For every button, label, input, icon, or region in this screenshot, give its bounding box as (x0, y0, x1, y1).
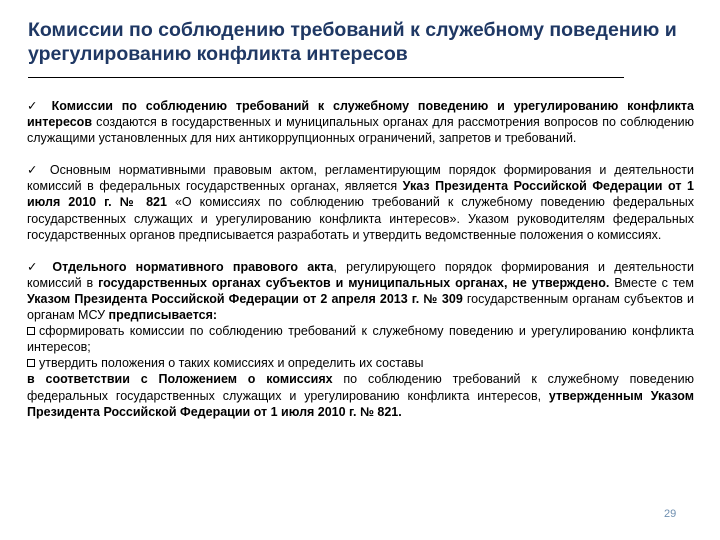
p1-bold-lead: Комиссии по соблюдению требований к служебному поведению и урегулированию конфликта интересов (27, 99, 694, 130)
paragraph-regulation-reference (27, 371, 694, 419)
paragraph-commissions (27, 98, 694, 146)
p3-text-4: по соблюдению требований к служебному поведению федеральных государственных служащих и урегулированию конфликта интересов, (27, 372, 694, 403)
list-item-1-text: сформировать комиссии по соблюдению требований к служебному поведению и урегулированию конфликта интересов; (27, 324, 694, 355)
p2-bold-decree: Указ Президента Российской Федерации от 1 июля 2010 г. № 821 (27, 179, 694, 210)
p2-text-2: «О комиссиях по соблюдению требований к служебному поведению федеральных государственных служащих и урегулированию конфликта интересов». Указом руководителям федеральных государственных органов предписывается разработать и утвердить ведомственные положения о комиссиях. (27, 195, 694, 242)
slide-content (27, 98, 694, 420)
p3-bold-4: предписывается: (108, 308, 218, 323)
p3-bold-3: Указом Президента Российской Федерации от 2 апреля 2013 г. № 309 (27, 291, 463, 306)
checkbox-bullet-icon (27, 327, 35, 335)
checkmark-icon: ✓ (27, 163, 42, 178)
p3-bold-5: в соответствии с Положением о комиссиях (27, 372, 333, 387)
slide-title: Комиссии по соблюдению требований к служебному поведению и урегулированию конфликта интересов (28, 19, 677, 65)
p3-text-1: , регулирующего порядок формирования и деятельности комиссий в (27, 259, 694, 290)
p3-bold-6: утвержденным Указом Президента Российской Федерации от 1 июля 2010 г. № 821. (27, 388, 694, 419)
list-item-form-commissions (27, 323, 694, 355)
p3-bold-2: государственных органах субъектов и муниципальных органах, не утверждено. (98, 275, 610, 290)
list-item-2-text: утвердить положения о таких комиссиях и определить их составы (39, 356, 424, 371)
checkmark-icon: ✓ (27, 99, 43, 113)
p3-text-2: Вместе с тем (609, 275, 694, 290)
paragraph-regional (27, 259, 694, 323)
p3-text-3: государственным органам субъектов и органам МСУ (27, 291, 694, 323)
checkmark-icon: ✓ (27, 259, 44, 274)
title-divider (28, 77, 624, 78)
page-number: 29 (664, 508, 677, 520)
paragraph-federal-act (27, 162, 694, 242)
p1-text: создаются в государственных и муниципальных органах для рассмотрения вопросов по соблюдению служащими установленных для них антикоррупционных ограничений, запретов и требований. (27, 115, 694, 146)
p3-bold-1: Отдельного нормативного правового акта (43, 259, 334, 274)
p2-text-1: Основным нормативными правовым актом, регламентирующим порядок формирования и деятельности комиссий в федеральных государственных органах, является (27, 163, 694, 194)
list-item-approve-provisions (27, 355, 694, 371)
checkbox-bullet-icon (27, 359, 35, 367)
